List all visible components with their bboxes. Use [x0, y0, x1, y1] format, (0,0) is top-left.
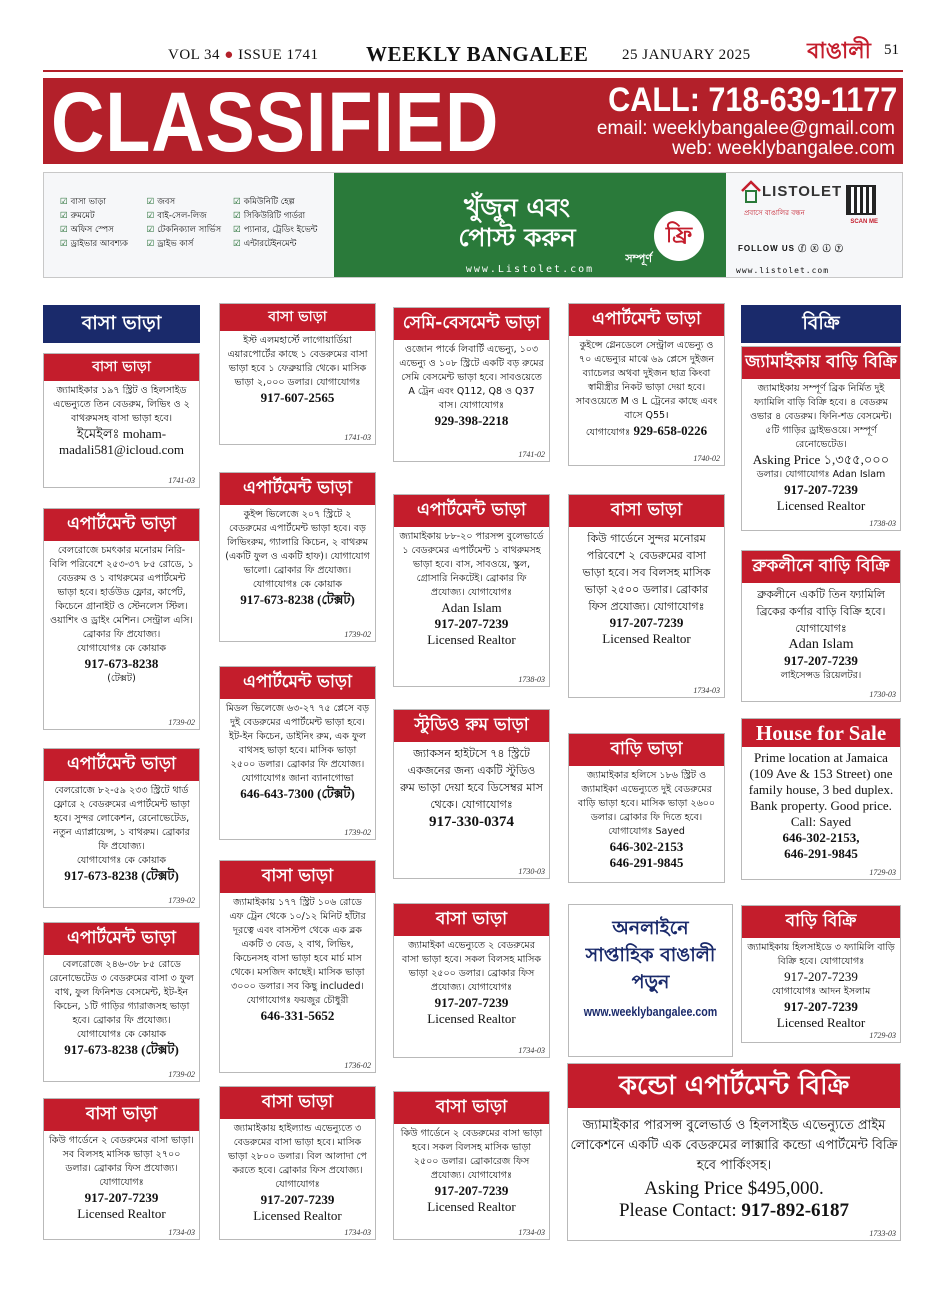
classified-ad: [43, 922, 200, 1082]
ad-code: 1734-03: [518, 1046, 545, 1055]
follow-us: FOLLOW US ⓕ ⓧ ⓘ ⓨ: [738, 244, 844, 253]
ad-title: এপার্টমেন্ট ভাড়া: [569, 304, 724, 336]
ad-phone[interactable]: 917-207-7239: [784, 999, 858, 1014]
ad-realtor: Licensed Realtor: [776, 1015, 866, 1030]
ad-category: ☑ কমিউনিটি হেল্প: [233, 197, 295, 207]
check-icon: ☑: [146, 211, 155, 221]
ad-phone[interactable]: 917-207-7239: [260, 1192, 335, 1207]
ad-code: 1741-02: [518, 450, 545, 459]
ad-code: 1734-03: [518, 1228, 545, 1237]
ad-category: ☑ জবস: [146, 197, 176, 207]
ad-body: জ্যামাইকার ১৯৭ স্ট্রিট ও হিলসাইড এভেন্যুতে তিন বেডরুম, লিভিং ও ২ বাথরুমসহ বাসা ভাড়া হবে।: [53, 385, 190, 424]
ad-body: জ্যাকসন হাইটসে ৭৪ স্ট্রিটে একজনের জন্য একটি স্টুডিও রুম ভাড়া দেয়া হবে ডিসেম্বর মাস থেকে। যোগাযোগঃ: [400, 747, 543, 811]
check-icon: ☑: [146, 197, 155, 207]
ad-category: ☑ ড্রাইভার আবশ্যক: [60, 239, 129, 249]
ad-category: ☑ সিকিউরিটি গার্ডরা: [233, 211, 306, 221]
ad-code: 1739-02: [344, 630, 371, 639]
ad-contact-name: Adan Islam: [788, 637, 854, 652]
ad-contact: যোগাযোগঃ আদন ইসলাম: [771, 986, 871, 997]
ad-phone[interactable]: 917-673-8238: [84, 656, 159, 671]
classified-ad: [43, 748, 200, 908]
check-icon: ☑: [233, 197, 241, 207]
classified-ad: [741, 346, 901, 531]
ad-code: 1741-03: [344, 433, 371, 442]
ad-phone[interactable]: 917-207-7239: [434, 1183, 509, 1198]
ad-category: ☑ প্যানার, ট্রেডিং ইভেন্ট: [233, 225, 318, 235]
ad-phone[interactable]: 646-302-2153: [609, 839, 684, 854]
ad-body: ওজোন পার্কে লিবার্টি এভেন্যু, ১০৩ এভেন্যু ও ১০৮ স্ট্রিটে একটি বড় রুমের সেমি বেসমেন্ট ভাড়া হবে। সাবওয়েতে A ট্রেন এবং Q112, Q8 ও Q37 বাস। যোগাযোগঃ: [399, 344, 544, 411]
ad-body: জ্যামাইকার পারসন্স বুলেভার্ড ও হিলসাইড এভেন্যুতে প্রাইম লোকেশনে একটি এক বেডরুমের লাক্সারি কন্ডো এপার্টমেন্ট বিক্রি হবে পার্কিংসহ। Asking Price $495,000. Please Contact: 917-892-6187: [568, 1108, 900, 1222]
ad-code: 1738-03: [869, 519, 896, 528]
ad-title: কন্ডো এপার্টমেন্ট বিক্রি: [568, 1064, 900, 1108]
ad-body: জ্যামাইকা এভেন্যুতে ২ বেডরুমের বাসা ভাড়া হবে। সকল বিলসহ মাসিক ভাড়া ২৫০০ ডলার। ব্রোকার ফিস প্রযোজ্য। যোগাযোগঃ: [401, 940, 542, 993]
issue-info: [168, 47, 319, 64]
classified-ad: [393, 903, 550, 1058]
classified-ad: [219, 472, 376, 642]
issue: ISSUE 1741: [238, 47, 319, 63]
ad-url[interactable]: www.Listolet.com: [465, 264, 595, 275]
ad-title: বাসা ভাড়া: [220, 304, 375, 331]
ad-title: House for Sale: [742, 719, 900, 747]
ad-realtor: Licensed Realtor: [427, 1199, 516, 1214]
check-icon: ☑: [146, 239, 155, 249]
ad-title: বাড়ি ভাড়া: [569, 734, 724, 766]
ad-body: জ্যামাইকায় হাইল্যান্ড এভেন্যুতে ৩ বেডরুমের বাসা ভাড়া হবে। মাসিক ভাড়া ২৮০০ ডলার। বিল আলাদা পে করতে হবে। ব্রোকার ফিস প্রযোজ্য। যোগাযোগঃ: [228, 1123, 367, 1190]
read-online-text: অনলাইনে সাপ্তাহিক বাঙালী পড়ুন: [585, 917, 716, 993]
issue-date: 25 JANUARY 2025: [622, 47, 751, 63]
ad-title: এপার্টমেন্ট ভাড়া: [220, 473, 375, 505]
ad-body: মিডল ভিলেজে ৬৩-২৭ ৭৫ প্লেসে বড় দুই বেডরুমের এপার্টমেন্ট ভাড়া হবে। ইট-ইন কিচেন, ডাইনিং রুম, এক ফুল বাথসহ ভাড়া হবে। মাসিক ভাড়া ২৫০০ ডলার। ব্রোকার ফি প্রযোজ্য। যোগাযোগঃ জানা ব্যানাগোভা: [225, 703, 370, 784]
ad-title: বাসা ভাড়া: [569, 495, 724, 527]
paper-name: WEEKLY BANGALEE: [366, 42, 589, 66]
ad-body: জ্যামাইকায় হিলসাইডে ৩ ফ্যামিলি বাড়ি বিক্রি হবে। যোগাযোগঃ: [747, 942, 895, 967]
banner-phone[interactable]: CALL: 718-639-1177: [607, 81, 897, 119]
ad-asking: Asking Price ১,৩৫৫,০০০: [752, 452, 890, 467]
ad-category: ☑ ড্রাইভ কার্স: [146, 239, 194, 249]
classified-ad: [568, 303, 725, 466]
classified-ad: [219, 1086, 376, 1240]
social-icons[interactable]: ⓕ ⓧ ⓘ ⓨ: [798, 244, 844, 253]
check-icon: ☑: [60, 239, 68, 249]
ad-category: ☑ রুমমেট: [60, 211, 95, 221]
ad-title: বাসা ভাড়া: [394, 904, 549, 936]
ad-code: 1734-03: [344, 1228, 371, 1237]
volume: VOL 34: [168, 47, 221, 63]
bullet-icon: ●: [224, 47, 234, 63]
ad-code: 1736-02: [344, 1061, 371, 1070]
ad-url-right[interactable]: www.listolet.com: [736, 266, 830, 275]
paper-logo: বাঙালী: [807, 39, 871, 64]
ad-phone[interactable]: 917-207-7239: [84, 1190, 159, 1205]
ad-phone[interactable]: 917-607-2565: [260, 390, 335, 405]
ad-body: ব্রুকলীনে একটি তিন ফ্যামিলি ব্রিকের কর্ণার বাড়ি বিক্রি হবে। যোগাযোগঃ: [756, 588, 886, 635]
ad-category-list: [60, 195, 320, 251]
section-heading-basa-bhara: বাসা ভাড়া: [43, 305, 200, 343]
classified-ad: [43, 1098, 200, 1240]
classified-ad: [568, 494, 725, 698]
ad-realtor: Licensed Realtor: [77, 1206, 166, 1221]
ad-title: এপার্টমেন্ট ভাড়া: [44, 923, 199, 955]
check-icon: ☑: [146, 225, 155, 235]
classified-ad: [219, 666, 376, 840]
ad-title: বাসা ভাড়া: [394, 1092, 549, 1124]
ad-realtor: Licensed Realtor: [776, 498, 866, 513]
listolet-ad[interactable]: [43, 172, 903, 278]
ad-body: জ্যামাইকায় সম্পূর্ণ ব্রিক নির্মিত দুই ফ্যামিলি বাড়ি বিক্রি হবে। ৪ বেডরুম ওভার ৪ বেডরুম। ফিনি-শড বেসমেন্ট। ৫টি গাড়ির ড্রাইভওয়ে। সম্পূর্ণ রেনোভেটেড।: [750, 383, 892, 450]
ad-phone[interactable]: 929-398-2218: [434, 413, 509, 428]
ad-title: স্টুডিও রুম ভাড়া: [394, 710, 549, 742]
classified-ad: [393, 494, 550, 687]
classified-ad: [393, 307, 550, 462]
ad-body: কুইন্সে গ্লেনডেলে সেন্ট্রাল এভেন্যু ও ৭০ এভেন্যুর মাঝে ৬৯ প্লেসে দুইজন ব্যাচেলর অথবা দুইজন ছাত্র কিংবা স্বামীস্ত্রীর নিকট ভাড়া দেয়া হবে। সাবওয়েতে M ও L ট্রেনের কাছে এবং বাসে Q55।: [575, 340, 718, 421]
check-icon: ☑: [233, 211, 241, 221]
ad-brand: LISTOLET: [762, 183, 843, 200]
ad-phone[interactable]: 917-673-8238 (টেক্সট): [64, 1042, 179, 1057]
ad-body: জ্যামাইকায় ১৭৭ স্ট্রিট ১০৬ রোডে এফ ট্রেন থেকে ১০/১২ মিনিট হাঁটার দূরত্বে এবং বাসস্টপ থেকে এক ব্লক একটি ৩ বেড, ২ বাথ, লিভিং, কিচেনসহ বাসা ভাড়া হবে মার্চ মাস থেকে। মসজিদ কাছেই। মাসিক ভাড়া ৩০০০ ডলার। সব কিছু included। যোগাযোগঃ ফয়জুর চৌধুরী: [229, 897, 366, 1006]
classified-ad: [393, 1091, 550, 1240]
ad-email[interactable]: ইমেইলঃ moham- madali581@icloud.com: [59, 426, 184, 457]
banner-title: CLASSIFIED: [51, 75, 500, 169]
ad-realtor: Licensed Realtor: [602, 631, 691, 646]
ad-body: বেলরোজে চমৎকার মনোরম নিরি-বিলি পরিবেশে ২৫৩-৩৭ ৮৫ রোডে, ১ বেডরুম ও ১ বাথরুমের এপার্টমেন্ট ভাড়া হবে। হার্ডউড ফ্লোর, কার্পেট, কিচেনে গ্রানাইট ও স্টেনলেস স্টিল। ওয়াশিং ও ড্রাইং মেশিন। সেন্ট্রাল এসি। ব্রোকার ফি প্রযোজ্য।: [49, 545, 194, 640]
ad-title: বাসা ভাড়া: [44, 354, 199, 381]
free-badge: ফ্রি: [654, 211, 704, 261]
classified-ad: [741, 718, 901, 880]
ad-body: জ্যামাইকায় ৮৮-২০ পারসন্স বুলেভার্ডে ১ বেডরুমের এপার্টমেন্ট ১ বাথরুমসহ ভাড়া হবে। বাস, সাবওয়ে, স্কুল, গ্রোসারি নিকটেই। ব্রোকার ফি প্রযোজ্য। যোগাযোগঃ: [399, 531, 544, 598]
ad-body: কিউ গার্ডেনে ২ বেডরুমের বাসা ভাড়া হবে। সকল বিলসহ মাসিক ভাড়া ২৫০০ ডলার। ব্রোকারেজ ফিস প্রযোজ্য। যোগাযোগঃ: [400, 1128, 543, 1181]
ad-phone[interactable]: 646-643-7300 (টেক্সট): [240, 786, 355, 801]
check-icon: ☑: [233, 239, 241, 249]
ad-title: বাসা ভাড়া: [220, 861, 375, 893]
section-heading-bikri: বিক্রি: [741, 305, 901, 343]
ad-category: ☑ অফিস স্পেস: [60, 225, 114, 235]
ad-category: ☑ বাসা ভাড়া: [60, 197, 106, 207]
ad-category: ☑ বাই-সেল-লিজ: [146, 211, 207, 221]
ad-realtor: Licensed Realtor: [427, 632, 516, 647]
ad-code: 1740-02: [693, 454, 720, 463]
ad-code: 1730-03: [518, 867, 545, 876]
ad-phone[interactable]: 917-207-7239: [434, 616, 509, 631]
ad-category: ☑ এন্টারটেইনমেন্ট: [233, 239, 297, 249]
ad-title: বাসা ভাড়া: [44, 1099, 199, 1131]
ad-phone[interactable]: 917-207-7239: [784, 653, 858, 668]
ad-code: 1733-03: [869, 1229, 896, 1238]
ad-phone[interactable]: 917-207-7239: [784, 482, 858, 497]
ad-body: বেলরোজে ২৪৬-৩৮ ৮৫ রোডে রেনোভেটেড ৩ বেডরুমের বাসা ৩ ফুল বাথ, ফুল ফিনিশড বেসমেন্ট, ইট-ইন কিচেন, ১টি গাড়ির গ্যারাজসহ ভাড়া হবে। ব্রোকার ফি প্রযোজ্য। যোগাযোগঃ কে কোয়াক: [49, 959, 194, 1040]
ad-slogan-panel: [334, 173, 726, 278]
ad-body: বেলরোজে ৮২-৫৯ ২৩৩ স্ট্রিটে থার্ড ফ্লোরে ২ বেডরুমের এপার্টমেন্ট ভাড়া হবে। সুন্দর লোকেশন, রেনোভেটেড, নতুন এ্যাপ্লায়েন্স, ১ বাথরুম। ব্রোকার ফি প্রযোজ্য।: [53, 785, 190, 852]
condo-sale-ad: [567, 1063, 901, 1241]
ad-title: বাড়ি বিক্রি: [742, 906, 900, 938]
ad-title: ব্রুকলীনে বাড়ি বিক্রি: [742, 551, 900, 583]
check-icon: ☑: [233, 225, 241, 235]
ad-phone[interactable]: 917-330-0374: [429, 814, 514, 830]
ad-phone[interactable]: 646-291-9845: [609, 855, 684, 870]
banner-email[interactable]: email: weeklybangalee@gmail.com: [596, 118, 895, 139]
ad-title: জ্যামাইকায় বাড়ি বিক্রি: [742, 347, 900, 379]
ad-code: 1739-02: [344, 828, 371, 837]
ad-code: 1739-02: [168, 718, 195, 727]
ad-title: এপার্টমেন্ট ভাড়া: [44, 749, 199, 781]
ad-contact: যোগাযোগঃ কে কোয়াক: [76, 855, 167, 866]
ad-code: 1739-02: [168, 1070, 195, 1079]
ad-code: 1739-02: [168, 896, 195, 905]
ad-phone-plain[interactable]: 917-207-7239: [784, 969, 858, 984]
ad-brand-panel: [734, 173, 903, 278]
ad-code: 1734-03: [693, 686, 720, 695]
header-divider: [43, 70, 903, 72]
ad-contact[interactable]: Please Contact: 917-892-6187: [618, 1200, 850, 1221]
classified-ad: [219, 303, 376, 445]
classified-ad: [568, 733, 725, 883]
page-header: [0, 38, 945, 68]
ad-call: Call: Sayed: [790, 814, 852, 829]
ad-code: 1729-03: [869, 1031, 896, 1040]
ad-contact: ডলার। যোগাযোগঃ Adan Islam: [756, 469, 886, 480]
ad-phone[interactable]: যোগাযোগঃ 929-658-0226: [585, 423, 708, 438]
classified-ad: [393, 709, 550, 879]
ad-note: (টেক্সট): [107, 673, 136, 684]
qr-code-icon[interactable]: [846, 185, 876, 215]
ad-body: জ্যামাইকার হলিসে ১৮৬ স্ট্রিট ও জ্যামাইকা এভেন্যুতে দুই বেডরুমের বাড়ি ভাড়া হবে। মাসিক ভাড়া ২৬০০ ডলার। ব্রোকার ফি দিতে হবে। যোগাযোগঃ Sayed: [577, 770, 716, 837]
ad-code: 1729-03: [869, 868, 896, 877]
classified-ad: [741, 550, 901, 702]
house-icon: [740, 179, 762, 205]
ad-contact-name: Adan Islam: [441, 600, 502, 615]
ad-code: 1734-03: [168, 1228, 195, 1237]
read-online-url[interactable]: www.weeklybangalee.com: [583, 1004, 718, 1019]
classified-banner: [43, 75, 903, 169]
ad-body: ইস্ট এলমহার্স্টে লাগোয়ার্ডিয়া এয়ারপোর্টের কাছে ১ বেডরুমের বাসা ভাড়া হবে ১ ফেব্রুয়ারি থেকে। মাসিক ভাড়া ২,০০০ ডলার। যোগাযোগঃ: [227, 335, 368, 388]
ad-code: 1741-03: [168, 476, 195, 485]
ad-title: এপার্টমেন্ট ভাড়া: [220, 667, 375, 699]
check-icon: ☑: [60, 211, 68, 221]
ad-phone[interactable]: 917-673-8238 (টেক্সট): [64, 868, 179, 883]
ad-phone[interactable]: 917-207-7239: [434, 995, 509, 1010]
ad-phone[interactable]: 917-207-7239: [609, 615, 684, 630]
read-online-ad[interactable]: [568, 904, 733, 1057]
page-number: 51: [884, 42, 899, 58]
ad-tagline: প্রবাসে বাঙালির বন্ধন: [744, 209, 805, 217]
ad-code: 1730-03: [869, 690, 896, 699]
ad-phone[interactable]: 917-673-8238 (টেক্সট): [240, 592, 355, 607]
ad-realtor: Licensed Realtor: [427, 1011, 516, 1026]
ad-title: বাসা ভাড়া: [220, 1087, 375, 1119]
ad-body: কিউ গার্ডেনে সুন্দর মনোরম পরিবেশে ২ বেডরুমের বাসা ভাড়া হবে। সব বিলসহ মাসিক ভাড়া ২৫০০ ডলার। ব্রোকার ফিস প্রযোজ্য। যোগাযোগঃ: [582, 532, 711, 613]
ad-phone[interactable]: 646-291-9845: [784, 846, 858, 861]
ad-contact: যোগাযোগঃ কে কোয়াক: [76, 643, 167, 654]
check-icon: ☑: [60, 197, 68, 207]
ad-category: ☑ টেকনিক্যাল সার্ভিস: [146, 225, 222, 235]
ad-phone[interactable]: 646-331-5652: [260, 1008, 335, 1023]
ad-code: 1738-03: [518, 675, 545, 684]
check-icon: ☑: [60, 225, 68, 235]
classified-ad: [741, 905, 901, 1043]
classified-ad: [43, 508, 200, 730]
ad-title: এপার্টমেন্ট ভাড়া: [44, 509, 199, 541]
ad-title: এপার্টমেন্ট ভাড়া: [394, 495, 549, 527]
classified-ad: [43, 353, 200, 488]
ad-realtor: Licensed Realtor: [253, 1208, 342, 1223]
ad-asking: Asking Price $495,000.: [644, 1178, 824, 1199]
banner-web[interactable]: web: weeklybangalee.com: [672, 138, 895, 159]
ad-body: কুইন্স ভিলেজে ২০৭ স্ট্রিটে ২ বেডরুমের এপার্টমেন্ট ভাড়া হবে। বড় লিভিংরুম, গ্যালারি কিচেন, ২ বাথরুম (একটি ফুল ও একটি হাফ)। যোগাযোগ ভালো। ব্রোকার ফি প্রযোজ্য। যোগাযোগঃ কে কোয়াক: [225, 509, 370, 590]
ad-realtor: লাইসেন্সড রিয়েলটর।: [780, 670, 862, 681]
ad-title: সেমি-বেসমেন্ট ভাড়া: [394, 308, 549, 340]
scan-label: SCAN ME: [850, 219, 878, 225]
ad-slogan: খুঁজুন এবং পোস্ট করুন সম্পূর্ণ: [458, 193, 652, 265]
ad-body: Prime location at Jamaica (109 Ave & 153 Street) one family house, 3 bed duplex. Bank property. Good price.: [748, 750, 894, 813]
classified-ad: [219, 860, 376, 1073]
ad-body: কিউ গার্ডেনে ২ বেডরুমের বাসা ভাড়া। সব বিলসহ মাসিক ভাড়া ২৭০০ ডলার। ব্রোকার ফিস প্রযোজ্য। যোগাযোগঃ: [49, 1135, 194, 1188]
ad-phone[interactable]: 646-302-2153,: [782, 830, 860, 845]
